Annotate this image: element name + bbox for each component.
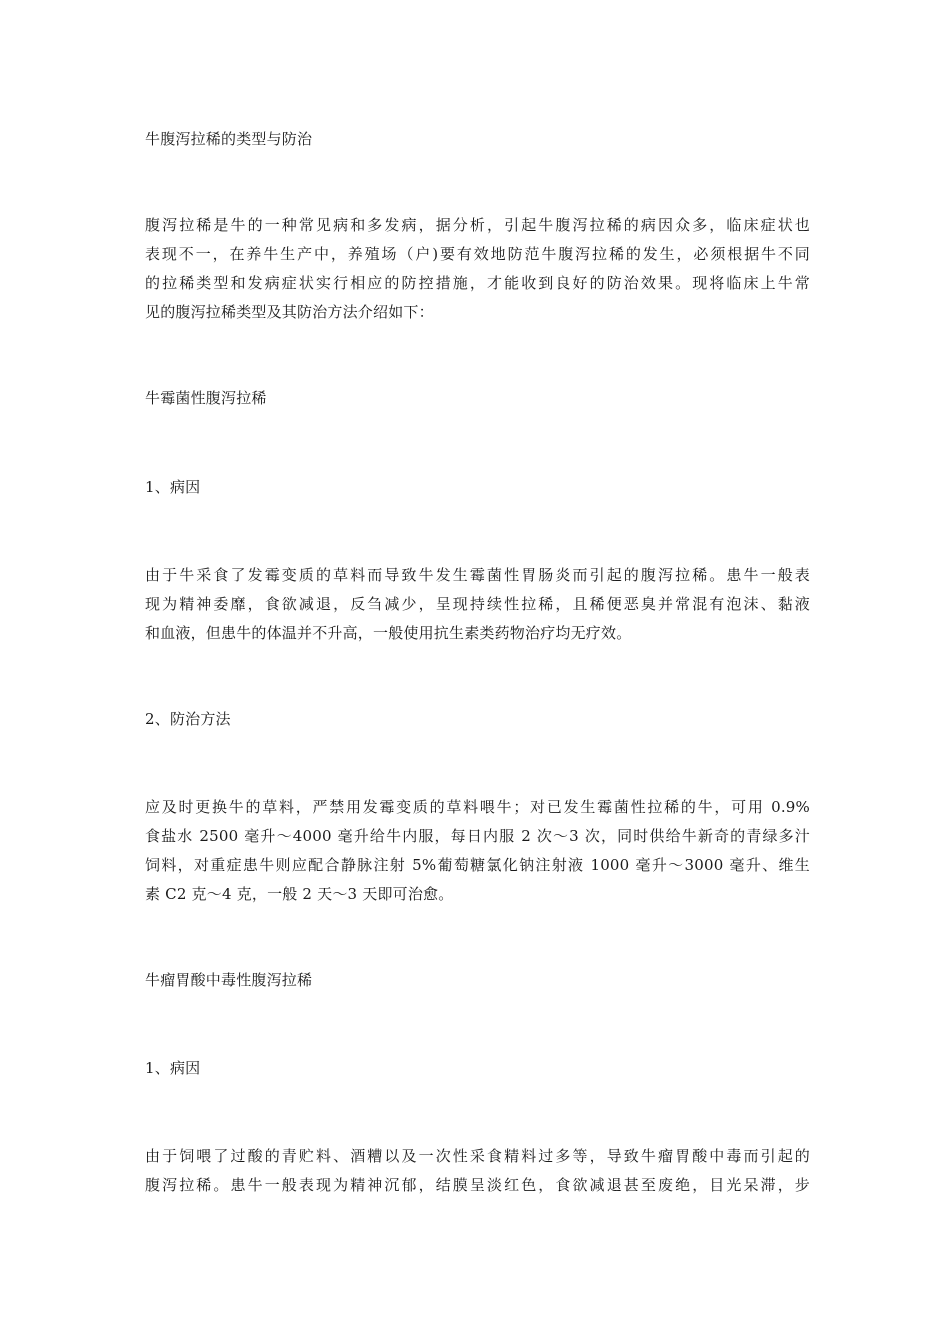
subsection-heading: 1、病因 [145,1059,201,1077]
subsection-heading: 2、防治方法 [145,710,231,728]
section-heading: 牛霉菌性腹泻拉稀 [145,389,267,407]
cause-paragraph [145,561,810,648]
text-line: 腹泻拉稀是牛的一种常见病和多发病，据分析，引起牛腹泻拉稀的病因众多，临床症状也 [145,216,810,234]
text-line: 由于牛采食了发霉变质的草料而导致牛发生霉菌性胃肠炎而引起的腹泻拉稀。患牛一般表 [145,566,810,584]
treatment-paragraph [145,793,810,909]
text-line: 表现不一，在养牛生产中，养殖场（户)要有效地防范牛腹泻拉稀的发生，必须根据牛不同 [145,245,810,263]
section-heading: 牛瘤胃酸中毒性腹泻拉稀 [145,971,313,989]
text-line: 食盐水 2500 毫升～4000 毫升给牛内服，每日内服 2 次～3 次，同时供给牛新奇的青绿多汁 [145,827,810,845]
text-line: 由于饲喂了过酸的青贮料、酒糟以及一次性采食精料过多等，导致牛瘤胃酸中毒而引起的 [145,1147,810,1165]
text-line: 现为精神委靡，食欲减退，反刍减少，呈现持续性拉稀，且稀便恶臭并常混有泡沫、黏液 [145,595,810,613]
text-line: 和血液，但患牛的体温并不升高，一般使用抗生素类药物治疗均无疗效。 [145,624,632,642]
text-line: 应及时更换牛的草料，严禁用发霉变质的草料喂牛；对已发生霉菌性拉稀的牛，可用 0.9% [145,798,810,816]
intro-paragraph [145,211,810,327]
text-line: 的拉稀类型和发病症状实行相应的防控措施，才能收到良好的防治效果。现将临床上牛常 [145,274,810,292]
subsection-heading: 1、病因 [145,478,201,496]
cause-paragraph [145,1142,810,1200]
text-line: 饲料，对重症患牛则应配合静脉注射 5%葡萄糖氯化钠注射液 1000 毫升～3000 毫升、维生 [145,856,810,874]
text-line: 见的腹泻拉稀类型及其防治方法介绍如下： [145,303,434,321]
document-title: 牛腹泻拉稀的类型与防治 [145,130,313,148]
text-line: 腹泻拉稀。患牛一般表现为精神沉郁，结膜呈淡红色，食欲减退甚至废绝，目光呆滞，步 [145,1176,810,1194]
text-line: 素 C2 克～4 克，一般 2 天～3 天即可治愈。 [145,885,454,903]
